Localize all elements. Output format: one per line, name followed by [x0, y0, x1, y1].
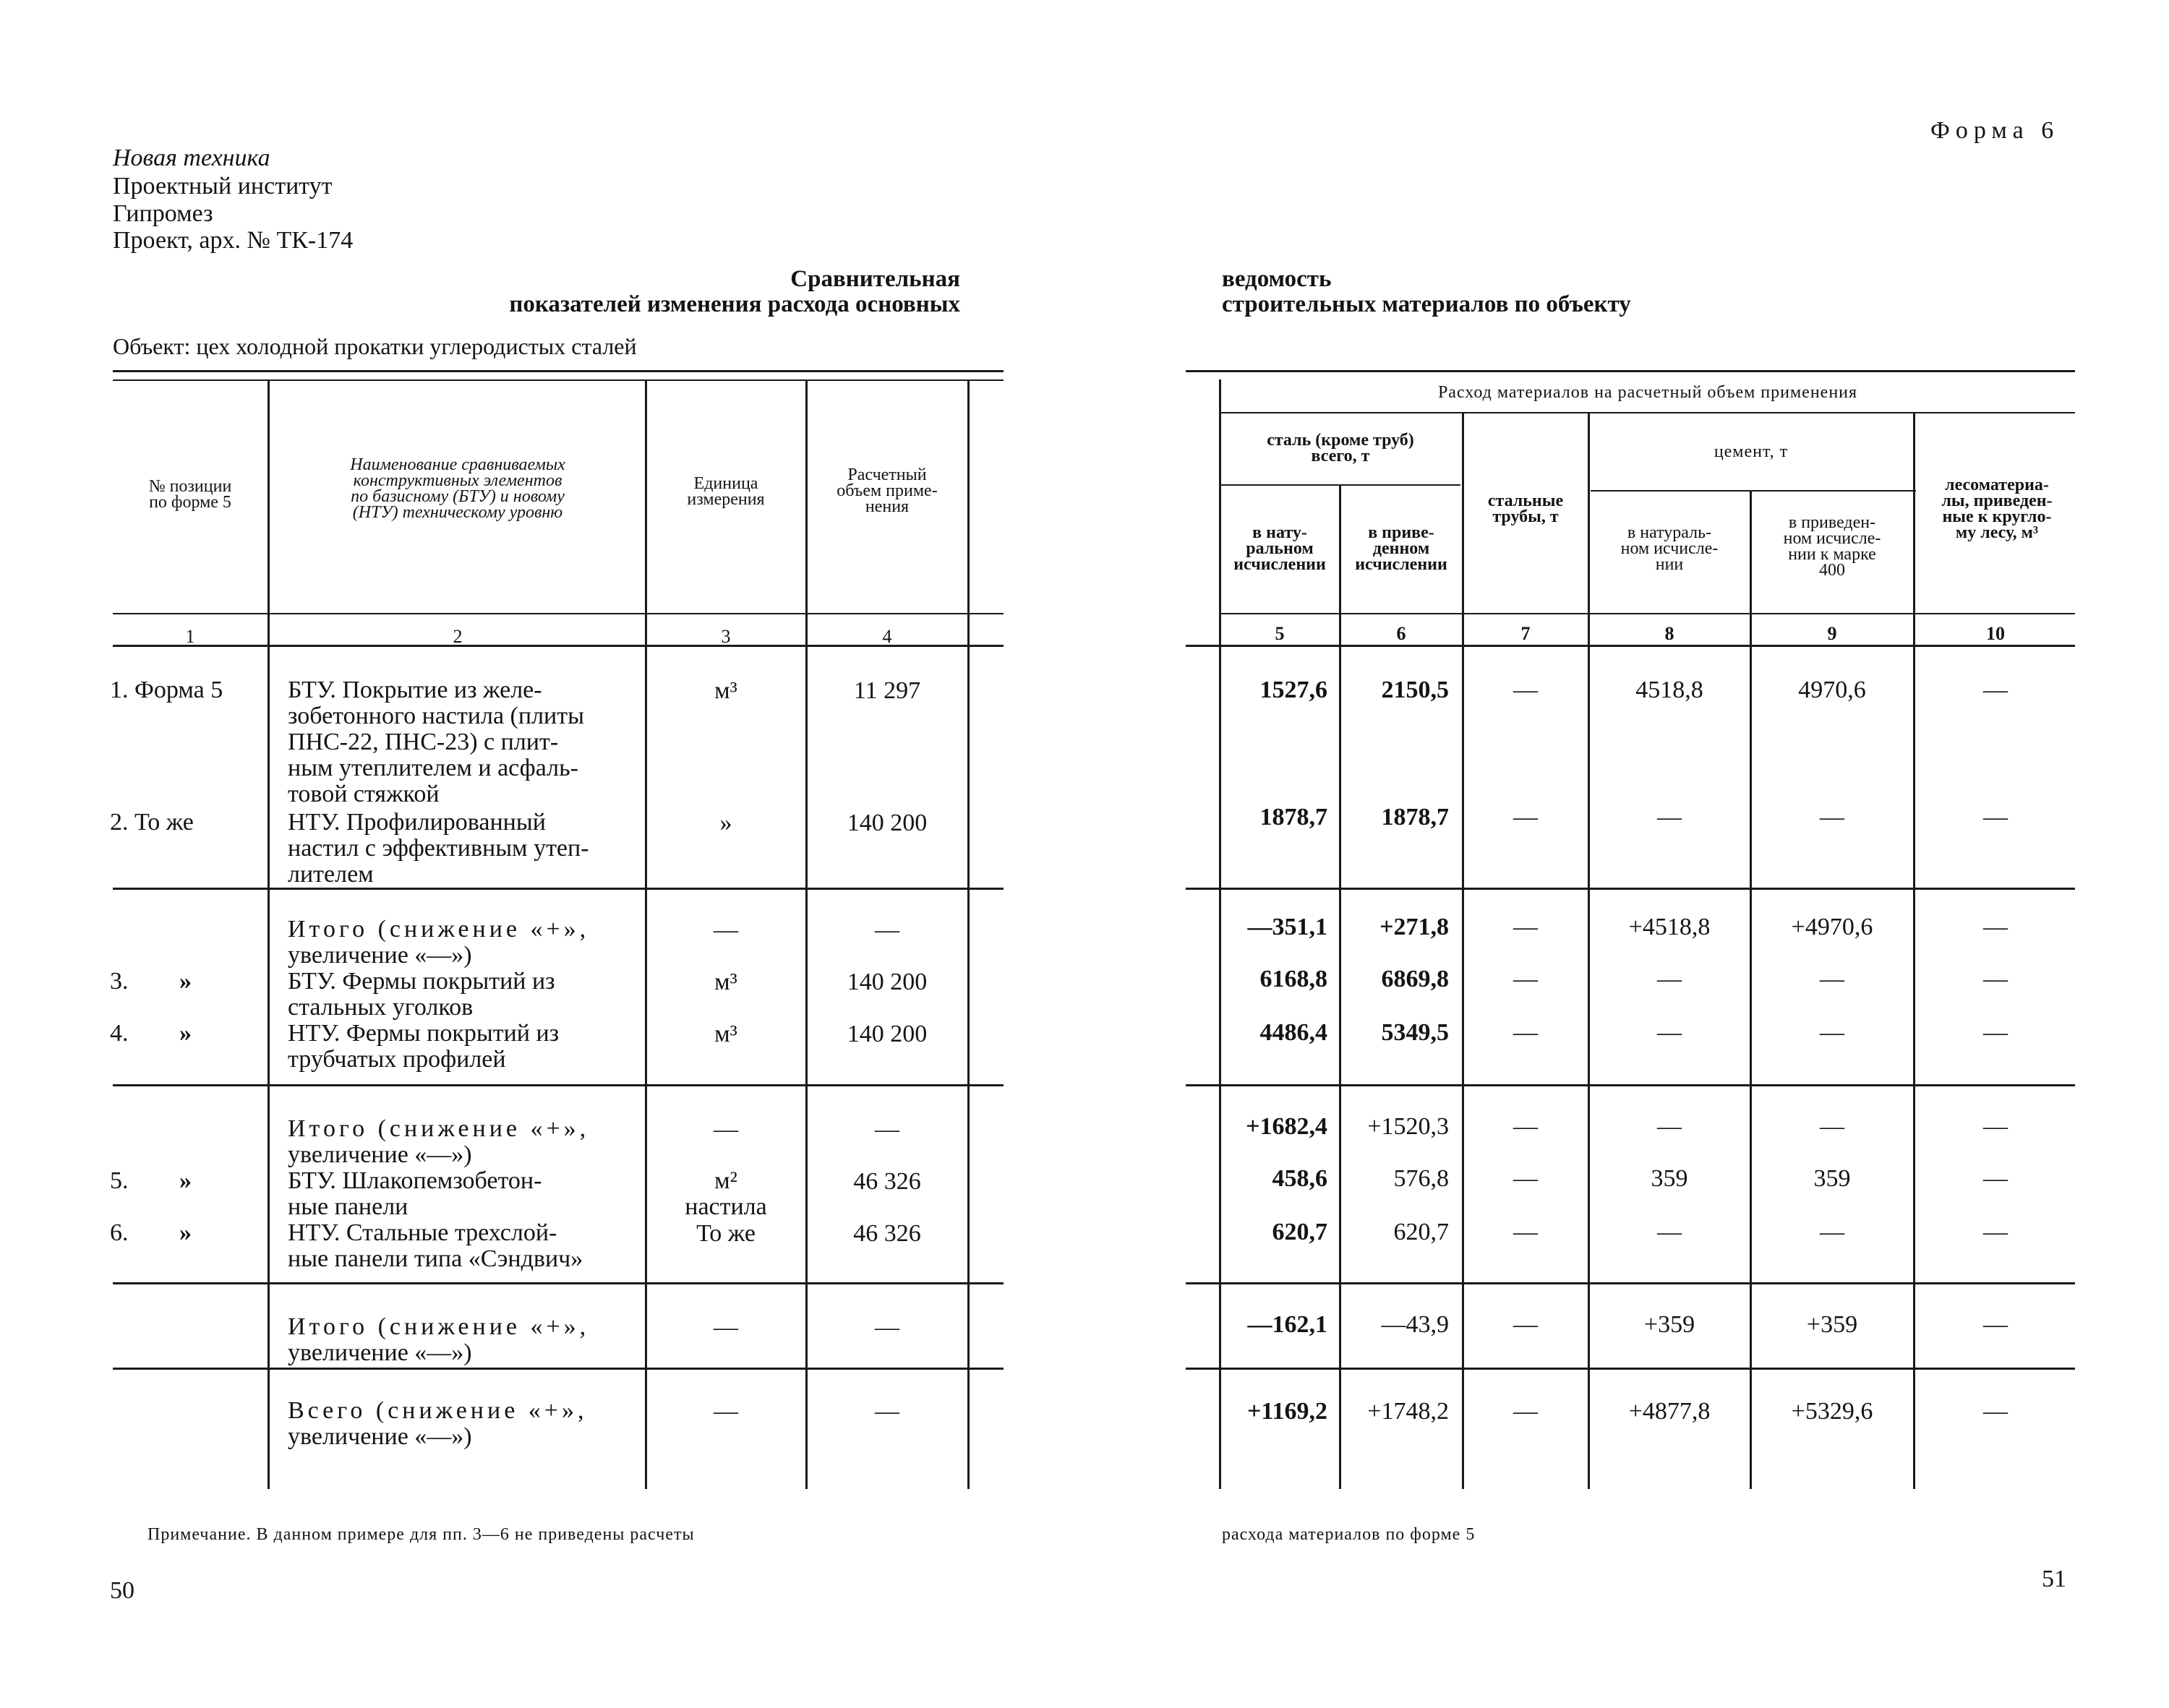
row2-volume: 140 200	[847, 810, 928, 836]
right-cell-r8-c8: —	[1657, 1219, 1682, 1245]
row6-unit: То же	[696, 1220, 756, 1247]
right-cell-r8-c9: —	[1820, 1219, 1844, 1245]
right-cell-r3-c7: —	[1513, 914, 1538, 940]
col-number-1: 1	[185, 626, 195, 647]
right-cell-r2-c6: 1878,7	[1381, 804, 1449, 831]
right-cell-r4-c7: —	[1513, 966, 1538, 992]
right-cell-r10-c9: +5329,6	[1791, 1398, 1873, 1425]
row1-position: 1. Форма 5	[110, 677, 223, 703]
right-cell-r10-c5: +1169,2	[1247, 1398, 1327, 1425]
row6-ditto: »	[179, 1219, 192, 1246]
col-number-2: 2	[453, 626, 463, 647]
right-cell-r8-c10: —	[1983, 1219, 2008, 1245]
right-cell-r1-c8: 4518,8	[1635, 677, 1703, 703]
col-number-9: 9	[1827, 623, 1837, 644]
row5-position: 5.	[110, 1167, 129, 1194]
row4-name: НТУ. Фермы покрытий из трубчатых профилей	[288, 1020, 560, 1073]
institute-name: Гипромез	[113, 200, 213, 227]
row3-name: БТУ. Фермы покрытий из стальных уголков	[288, 968, 555, 1021]
title-right-line1: ведомость	[1222, 266, 1332, 292]
right-cell-r1-c7: —	[1513, 677, 1538, 703]
right-cell-r2-c7: —	[1513, 804, 1538, 831]
institute-label: Проектный институт	[113, 173, 333, 199]
title-left-line1: Сравнительная	[790, 266, 960, 292]
title-right-line2: строительных материалов по объекту	[1222, 291, 1631, 317]
right-cell-r6-c8: —	[1657, 1113, 1682, 1140]
row6-name: НТУ. Стальные трехслой- ные панели типа «Сэндвич»	[288, 1219, 583, 1272]
right-cell-r3-c8: +4518,8	[1628, 914, 1711, 940]
row3-volume: 140 200	[847, 969, 928, 995]
right-cell-r4-c6: 6869,8	[1381, 966, 1449, 992]
title-left-line2: показателей изменения расхода основных	[509, 291, 960, 317]
subtotal3-name: Итого (снижение «+», увеличение «—»)	[288, 1313, 590, 1366]
header-steel-reduced: в приве- денном исчислении	[1355, 523, 1447, 574]
right-cell-r6-c7: —	[1513, 1113, 1538, 1140]
right-cell-r2-c8: —	[1657, 804, 1682, 831]
right-cell-r3-c9: +4970,6	[1791, 914, 1873, 940]
row6-position: 6.	[110, 1219, 129, 1246]
col-number-6: 6	[1396, 623, 1406, 644]
header-cement-natural: в натураль- ном исчисле- нии	[1620, 523, 1719, 574]
header-element-name: Наименование сравниваемых конструктивных элементов по базисному (БТУ) и новому (НТУ) техническому уровню	[350, 455, 565, 522]
right-cell-r7-c6: 576,8	[1393, 1165, 1449, 1192]
right-cell-r6-c5: +1682,4	[1246, 1113, 1327, 1140]
right-cell-r10-c7: —	[1513, 1398, 1538, 1425]
footnote-left: Примечание. В данном примере для пп. 3—6 не приведены расчеты	[147, 1525, 695, 1544]
page-number-left: 50	[110, 1577, 134, 1604]
subtotal1-name: Итого (снижение «+», увеличение «—»)	[288, 916, 590, 969]
row5-unit: м² настила	[685, 1167, 767, 1220]
row5-volume: 46 326	[853, 1168, 921, 1195]
header-timber: лесоматериа- лы, приведен- ные к кругло- му лесу, м³	[1941, 476, 2053, 542]
header-steel: сталь (кроме труб) всего, т	[1267, 431, 1414, 465]
right-cell-r7-c10: —	[1983, 1165, 2008, 1192]
row1-unit: м³	[714, 677, 737, 704]
right-cell-r7-c9: 359	[1813, 1165, 1851, 1192]
header-cement-reduced: в приведен- ном исчисле- нии к марке 400	[1783, 513, 1881, 580]
right-cell-r3-c5: —351,1	[1247, 914, 1327, 940]
right-cell-r5-c10: —	[1983, 1019, 2008, 1046]
right-cell-r6-c10: —	[1983, 1113, 2008, 1140]
object-line: Объект: цех холодной прокатки углеродистых сталей	[113, 333, 637, 359]
right-cell-r10-c6: +1748,2	[1367, 1398, 1449, 1425]
row4-volume: 140 200	[847, 1021, 928, 1047]
subtotal2-volume: —	[875, 1116, 899, 1143]
right-cell-r9-c8: +359	[1643, 1311, 1695, 1338]
row3-position: 3.	[110, 968, 129, 995]
right-cell-r9-c6: —43,9	[1381, 1311, 1449, 1338]
header-cement: цемент, т	[1714, 442, 1789, 461]
col-number-3: 3	[721, 626, 731, 647]
subtotal2-name: Итого (снижение «+», увеличение «—»)	[288, 1115, 590, 1168]
row6-volume: 46 326	[853, 1220, 921, 1247]
right-cell-r3-c10: —	[1983, 914, 2008, 940]
right-cell-r6-c6: +1520,3	[1367, 1113, 1449, 1140]
footnote-right: расхода материалов по форме 5	[1222, 1525, 1476, 1544]
publisher-label: Новая техника	[113, 145, 270, 171]
total-name: Всего (снижение «+», увеличение «—»)	[288, 1397, 588, 1450]
row1-volume: 11 297	[853, 677, 921, 704]
right-cell-r2-c9: —	[1820, 804, 1844, 831]
right-cell-r9-c9: +359	[1806, 1311, 1858, 1338]
col-number-7: 7	[1520, 623, 1531, 644]
right-cell-r10-c10: —	[1983, 1398, 2008, 1425]
row2-unit: »	[719, 810, 732, 836]
subtotal2-unit: —	[714, 1116, 738, 1143]
right-cell-r3-c6: +271,8	[1379, 914, 1449, 940]
project-number: Проект, арх. № ТК-174	[113, 227, 354, 254]
right-cell-r5-c9: —	[1820, 1019, 1844, 1046]
header-consumption-group: Расход материалов на расчетный объем применения	[1437, 383, 1858, 402]
row2-position: 2. То же	[110, 809, 194, 836]
row4-position: 4.	[110, 1020, 129, 1047]
subtotal3-volume: —	[875, 1314, 899, 1341]
subtotal1-unit: —	[714, 917, 738, 943]
header-steel-natural: в нату- ральном исчислении	[1233, 523, 1326, 574]
right-cell-r8-c5: 620,7	[1272, 1219, 1327, 1245]
right-cell-r1-c10: —	[1983, 677, 2008, 703]
right-cell-r6-c9: —	[1820, 1113, 1844, 1140]
right-cell-r9-c5: —162,1	[1247, 1311, 1327, 1338]
right-cell-r8-c7: —	[1513, 1219, 1538, 1245]
row5-ditto: »	[179, 1167, 192, 1194]
right-cell-r5-c5: 4486,4	[1259, 1019, 1327, 1046]
row2-name: НТУ. Профилированный настил с эффективным утеп- лителем	[288, 809, 589, 888]
header-position: № позиции по форме 5	[148, 477, 232, 512]
right-cell-r1-c5: 1527,6	[1259, 677, 1327, 703]
row5-name: БТУ. Шлакопемзобетон- ные панели	[288, 1167, 542, 1220]
col-number-5: 5	[1275, 623, 1285, 644]
header-volume: Расчетный объем приме- нения	[837, 465, 938, 516]
right-cell-r9-c10: —	[1983, 1311, 2008, 1338]
row4-ditto: »	[179, 1020, 192, 1047]
right-cell-r2-c5: 1878,7	[1259, 804, 1327, 831]
right-cell-r5-c8: —	[1657, 1019, 1682, 1046]
right-cell-r7-c7: —	[1513, 1165, 1538, 1192]
total-volume: —	[875, 1398, 899, 1425]
row3-ditto: »	[179, 968, 192, 995]
right-cell-r4-c9: —	[1820, 966, 1844, 992]
right-cell-r5-c6: 5349,5	[1381, 1019, 1449, 1046]
header-steel-pipes: стальные трубы, т	[1487, 492, 1564, 526]
right-cell-r9-c7: —	[1513, 1311, 1538, 1338]
subtotal3-unit: —	[714, 1314, 738, 1341]
right-cell-r1-c9: 4970,6	[1798, 677, 1866, 703]
total-unit: —	[714, 1398, 738, 1425]
page-number-right: 51	[2042, 1566, 2066, 1592]
row4-unit: м³	[714, 1021, 737, 1047]
form-label: Форма 6	[1930, 117, 2060, 144]
right-cell-r7-c8: 359	[1651, 1165, 1688, 1192]
col-number-8: 8	[1664, 623, 1674, 644]
header-unit: Единица измерения	[687, 474, 765, 509]
right-cell-r1-c6: 2150,5	[1381, 677, 1449, 703]
subtotal1-volume: —	[875, 917, 899, 943]
col-number-4: 4	[882, 626, 892, 647]
col-number-10: 10	[1986, 623, 2005, 644]
right-cell-r5-c7: —	[1513, 1019, 1538, 1046]
right-cell-r2-c10: —	[1983, 804, 2008, 831]
right-cell-r8-c6: 620,7	[1393, 1219, 1449, 1245]
right-cell-r4-c8: —	[1657, 966, 1682, 992]
row3-unit: м³	[714, 969, 737, 995]
right-cell-r10-c8: +4877,8	[1628, 1398, 1711, 1425]
row1-name: БТУ. Покрытие из желе- зобетонного настила (плиты ПНС-22, ПНС-23) с плит- ным утеплителем и асфаль- товой стяжкой	[288, 677, 584, 807]
right-cell-r4-c5: 6168,8	[1259, 966, 1327, 992]
right-cell-r7-c5: 458,6	[1272, 1165, 1327, 1192]
right-cell-r4-c10: —	[1983, 966, 2008, 992]
